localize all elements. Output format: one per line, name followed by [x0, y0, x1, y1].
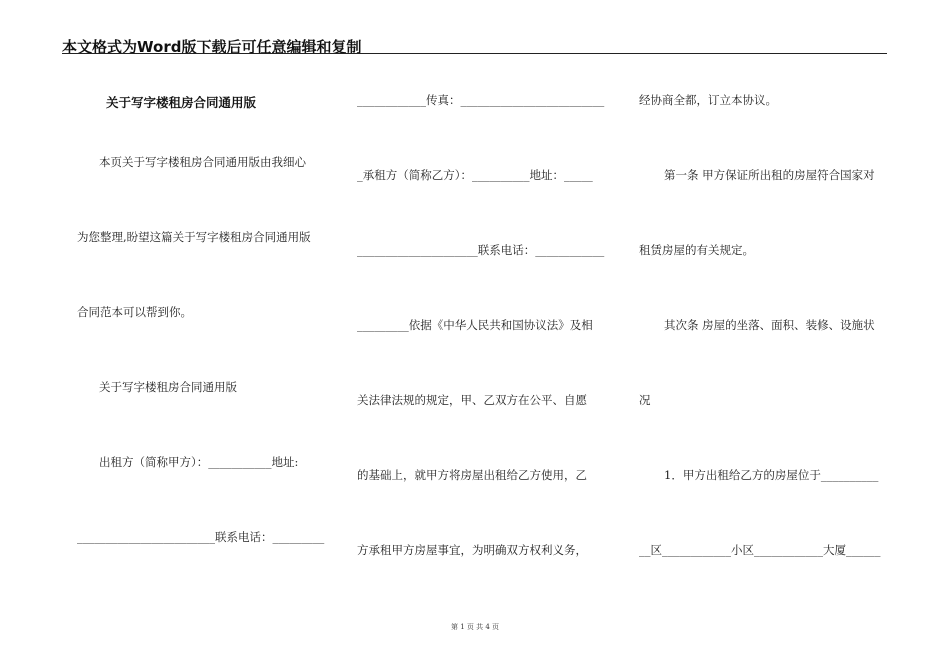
document-title: 关于写字楼租房合同通用版: [106, 95, 257, 110]
col3-line-6: 1．甲方出租给乙方的房屋位于__________: [664, 468, 879, 482]
col2-line-2: _承租方（简称乙方）：__________地址：_____: [357, 168, 593, 182]
col3-line-3: 租赁房屋的有关规定。: [639, 243, 754, 257]
col3-line-5: 况: [639, 393, 651, 407]
col1-line-4: 关于写字楼租房合同通用版: [99, 380, 237, 394]
header-divider: [62, 53, 887, 54]
col2-line-1: ____________传真：_________________________: [357, 93, 605, 107]
col1-line-5: 出租方（简称甲方）：___________地址:: [99, 455, 299, 469]
col2-line-5: 关法律法规的规定，甲、乙双方在公平、自愿: [357, 393, 587, 407]
page-footer: 第 1 页 共 4 页: [450, 623, 500, 631]
col3-line-1: 经协商全都，订立本协议。: [639, 93, 777, 107]
col2-line-7: 方承租甲方房屋事宜，为明确双方权利义务，: [357, 543, 587, 557]
col2-line-4: _________依据《中华人民共和国协议法》及相: [357, 318, 593, 332]
col1-line-3: 合同范本可以帮到你。: [77, 305, 192, 319]
col1-line-1: 本页关于写字楼租房合同通用版由我细心: [99, 155, 306, 169]
col1-line-2: 为您整理,盼望这篇关于写字楼租房合同通用版: [77, 230, 311, 244]
col3-line-7: __区____________小区____________大厦______: [639, 543, 881, 557]
col3-line-4: 其次条 房屋的坐落、面积、装修、设施状: [664, 318, 875, 332]
col2-line-6: 的基础上，就甲方将房屋出租给乙方使用，乙: [357, 468, 587, 482]
col1-line-6: ________________________联系电话：_________: [77, 530, 325, 544]
header-title: 本文格式为Word版下载后可任意编辑和复制: [62, 38, 362, 56]
col3-line-2: 第一条 甲方保证所出租的房屋符合国家对: [664, 168, 875, 182]
col2-line-3: _____________________联系电话：____________: [357, 243, 605, 257]
